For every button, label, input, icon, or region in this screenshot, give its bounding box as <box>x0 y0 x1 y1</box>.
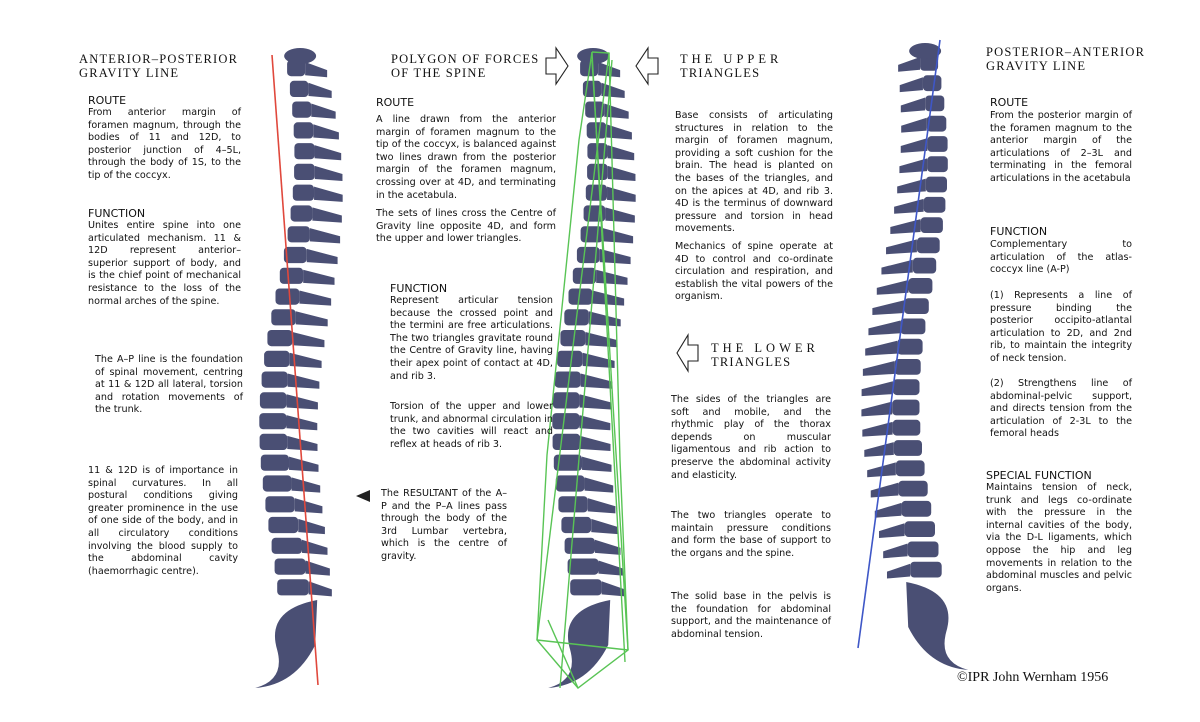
sacrum-coccyx <box>906 582 968 670</box>
spinous-process <box>864 442 893 457</box>
vertebra <box>280 268 303 284</box>
pa-item1-text: (1) Represents a line of pressure binding the posterior occipito-atlantal articulation to 2D, and 2nd rib, to maintain the integrity of neck tension. <box>990 290 1132 364</box>
lower-operate-text: The two triangles operate to maintain pressure conditions and form the base of support to the organs and the spine. <box>671 510 831 559</box>
vertebra <box>898 481 927 497</box>
vertebra <box>291 205 313 221</box>
pa-function-heading: FUNCTION <box>990 225 1048 238</box>
vertebra <box>570 579 602 595</box>
vertebra <box>925 96 944 112</box>
spinous-process <box>606 124 632 139</box>
polygon-function-heading: FUNCTION <box>390 282 448 295</box>
pa-special-heading: SPECIAL FUNCTION <box>986 469 1092 482</box>
vertebra <box>260 392 287 408</box>
ap-route-heading: ROUTE <box>88 94 127 107</box>
polygon-torsion-text: Torsion of the upper and lower trunk, and abnormal circulation in the two cavities will react and reflex at heads of rib 3. <box>390 401 553 450</box>
ap-route-text: From anterior margin of foramen magnum, through the bodies of 11 and 12D, to posterior junction of 4–5L, through the body of 1S, to the tip of the coccyx. <box>88 107 241 181</box>
spinous-process <box>887 564 910 579</box>
vertebra <box>927 136 947 152</box>
vertebra <box>290 81 309 97</box>
vertebra <box>908 542 939 558</box>
ap-line-text: The A–P line is the foundation of spinal movement, centring at 11 & 12D all lateral, torsion and rotation movements of the trunk. <box>95 354 243 416</box>
vertebra <box>897 339 923 355</box>
ap-title-line2: GRAVITY LINE <box>79 66 180 80</box>
spinous-process <box>871 483 899 498</box>
lower-triangles-title <box>711 341 819 369</box>
spinous-process <box>292 332 324 347</box>
vertebra <box>267 330 292 346</box>
copyright: ©IPR John Wernham 1956 <box>957 670 1109 685</box>
spinous-process <box>585 332 617 347</box>
spinous-process <box>868 321 900 336</box>
vertebra <box>909 278 933 294</box>
vertebra <box>917 237 940 253</box>
spinous-process <box>299 290 331 305</box>
spine-figure-2 <box>548 48 635 688</box>
spinous-process <box>287 436 317 451</box>
spinous-process <box>295 498 323 513</box>
upper-title-line2: TRIANGLES <box>680 66 761 80</box>
spinous-process <box>314 187 343 202</box>
spinous-process <box>862 381 893 396</box>
spinous-process <box>901 98 925 113</box>
ap-importance-text: 11 & 12D is of importance in spinal curvatures. In all postural conditions giving greater prominence in the use of one side of the body, and in all circulatory conditions involving the blood supply to the abdominal cavity (haemorrhagic centre). <box>88 465 238 577</box>
spinous-process <box>286 415 317 430</box>
spinous-process <box>305 62 327 77</box>
lower-title-line2: TRIANGLES <box>711 355 792 369</box>
vertebra <box>294 143 314 159</box>
spinous-process <box>603 228 633 243</box>
vertebra <box>900 319 925 335</box>
polygon-title-line2: OF THE SPINE <box>391 66 487 80</box>
vertebra <box>926 177 947 193</box>
vertebra <box>272 538 302 554</box>
spinous-process <box>875 503 902 518</box>
spinous-process <box>877 280 909 295</box>
vertebra <box>260 434 288 450</box>
spine-figure-3 <box>861 43 968 670</box>
pa-route-text: From the posterior margin of the foramen magnum to the anterior margin of the articulations of 2–3L and terminating in the femoral articulations in the acetabula <box>990 110 1132 184</box>
vertebra <box>905 521 935 537</box>
upper-base-text: Base consists of articulating structures in relation to the margin of foramen magnum, providing a soft cushion for the brain. The head is planted on the bases of the triangles, and on the apices at 4D, and rib 3. 4D is the terminus of downward pressure and torsion in head movements. <box>675 110 833 235</box>
spinous-process <box>292 477 321 492</box>
spinous-process <box>296 311 328 326</box>
spinous-process <box>596 270 627 285</box>
resultant-text: The RESULTANT of the A–P and the P–A lines pass through the body of the 3rd Lumbar vertebra, which is the centre of gravity. <box>381 488 507 562</box>
polygon-sets-text: The sets of lines cross the Centre of Gravity line opposite 4D, and form the upper and lower triangles. <box>376 208 556 245</box>
vertebra <box>904 298 929 314</box>
spinous-process <box>580 436 610 451</box>
vertebra <box>558 496 587 512</box>
vertebra <box>275 559 306 575</box>
spinous-process <box>605 207 634 222</box>
vertebra <box>893 420 921 436</box>
vertebra <box>261 455 289 471</box>
vertebra <box>293 185 314 201</box>
vertebra <box>557 351 583 367</box>
vertebra <box>894 440 922 456</box>
lower-triangles-arrow-left-icon <box>677 335 698 371</box>
polygon-function-text: Represent articular tension because the crossed point and the termini are free articulations. The two triangles gravitate round the Centre of Gravity line, having their apex point of contact at 4D, and rib 3. <box>390 295 553 382</box>
vertebra <box>892 400 919 416</box>
vertebra <box>573 268 596 284</box>
vertebra <box>259 413 286 429</box>
spinous-process <box>901 138 928 153</box>
vertebra <box>924 197 946 213</box>
vertebra <box>581 226 603 242</box>
spinous-process <box>894 199 923 214</box>
pa-route-heading: ROUTE <box>990 96 1029 109</box>
spinous-process <box>865 341 897 356</box>
vertebra <box>896 460 925 476</box>
vertebra <box>565 538 595 554</box>
vertebra <box>294 164 315 180</box>
spinous-process <box>310 228 340 243</box>
spinous-process <box>861 402 892 417</box>
vertebra <box>895 359 921 375</box>
vertebra <box>921 217 943 233</box>
upper-title-line1: THE UPPER <box>680 52 783 66</box>
vertebra <box>277 579 309 595</box>
spinous-process <box>288 374 320 389</box>
spinous-process <box>582 457 611 472</box>
spinous-process <box>315 166 343 181</box>
vertebra <box>263 475 292 491</box>
vertebra <box>262 372 288 388</box>
vertebra <box>288 226 310 242</box>
vertebra <box>552 413 579 429</box>
polygon-title <box>391 52 539 80</box>
vertebra <box>923 75 942 91</box>
spinous-process <box>592 290 624 305</box>
pa-title-line2: GRAVITY LINE <box>986 59 1087 73</box>
ap-function-heading: FUNCTION <box>88 207 146 220</box>
spinous-process <box>872 300 904 315</box>
vertebra <box>893 379 920 395</box>
spinous-process <box>900 77 923 92</box>
vertebra <box>553 434 581 450</box>
lower-sides-text: The sides of the triangles are soft and mobile, and the rhythmic play of the thorax depends on muscular ligamentous and rib action to preserve the abdominal activity and elasticity. <box>671 394 831 481</box>
upper-triangles-arrow-left-icon <box>636 48 658 84</box>
polygon-route-text: A line drawn from the anterior margin of foramen magnum to the tip of the coccyx, is balanced against two lines drawn from the posterior margin of the foramen magnum, crossing over at 4D, and terminating in the acetabula. <box>376 114 556 201</box>
vertebra <box>913 258 936 274</box>
atlas-vertebra <box>284 48 316 64</box>
vertebra <box>586 185 607 201</box>
ap-title-line1: ANTERIOR–POSTERIOR <box>79 52 239 66</box>
upper-triangles-title <box>680 52 782 80</box>
spinous-process <box>303 270 334 285</box>
spinous-process <box>311 104 335 119</box>
vertebra <box>568 559 599 575</box>
spinous-process <box>307 249 338 264</box>
upper-mechanics-text: Mechanics of spine operate at 4D to control and co-ordinate circulation and respiration, and establish the vital powers of the organism. <box>675 241 833 303</box>
spinous-process <box>313 124 339 139</box>
pa-item2-text: (2) Strengthens line of abdominal-pelvic support, and directs tension from the articulation of 2-3L to the femoral heads <box>990 378 1132 440</box>
spine-figure-1 <box>255 48 342 688</box>
spinous-process <box>315 145 342 160</box>
spinous-process <box>289 457 318 472</box>
vertebra <box>268 517 298 533</box>
spinous-process <box>588 498 616 513</box>
vertebra <box>264 351 290 367</box>
sacrum-coccyx <box>255 600 317 688</box>
spinous-process <box>595 540 621 555</box>
atlas-vertebra <box>909 43 941 59</box>
lower-title-line1: THE LOWER <box>711 341 819 355</box>
spinous-process <box>579 415 610 430</box>
vertebra <box>561 517 591 533</box>
polygon-title-line1: POLYGON OF FORCES <box>391 52 540 66</box>
lower-solid-text: The solid base in the pelvis is the foundation for abdominal support, and the maintenance of abdominal tension. <box>671 591 831 640</box>
ap-title <box>79 52 238 80</box>
vertebra <box>294 122 314 138</box>
vertebra <box>265 496 294 512</box>
vertebra <box>910 562 942 578</box>
vertebra <box>901 501 931 517</box>
resultant-pointer-icon <box>356 490 370 502</box>
pa-special-text: Maintains tension of neck, trunk and legs co-ordinate with the pressure in the internal cavities of the body, via the D-L ligaments, which oppose the hip and leg movements in relation to the abdominal muscles and pelvic organs. <box>986 482 1132 594</box>
spinous-process <box>863 361 895 376</box>
spinous-process <box>901 118 927 133</box>
spinous-process <box>607 187 636 202</box>
vertebra <box>276 289 300 305</box>
spinous-process <box>302 540 328 555</box>
ap-function-text: Unites entire spine into one articulated mechanism. 11 & 12D represent anterior–superior support of body, and is the chief point of mechanical resistance to the loss of the normal arches of the spine. <box>88 220 241 307</box>
vertebra <box>587 164 608 180</box>
spinous-process <box>883 543 907 558</box>
polygon-route-heading: ROUTE <box>376 96 415 109</box>
spinous-process <box>591 519 618 534</box>
spinous-process <box>287 394 318 409</box>
spinous-process <box>312 207 341 222</box>
vertebra <box>556 475 585 491</box>
upper-triangles-arrow-right-icon <box>546 48 568 84</box>
pa-title <box>986 45 1145 73</box>
pa-function-text: Complementary to articulation of the atlas-coccyx line (A-P) <box>990 239 1132 276</box>
spinous-process <box>879 523 905 538</box>
spinous-process <box>585 477 614 492</box>
spinous-process <box>898 57 920 72</box>
pa-title-line1: POSTERIOR–ANTERIOR <box>986 45 1146 59</box>
vertebra <box>927 156 948 172</box>
vertebra <box>292 102 311 118</box>
spinous-process <box>298 519 325 534</box>
spinous-process <box>308 83 331 98</box>
